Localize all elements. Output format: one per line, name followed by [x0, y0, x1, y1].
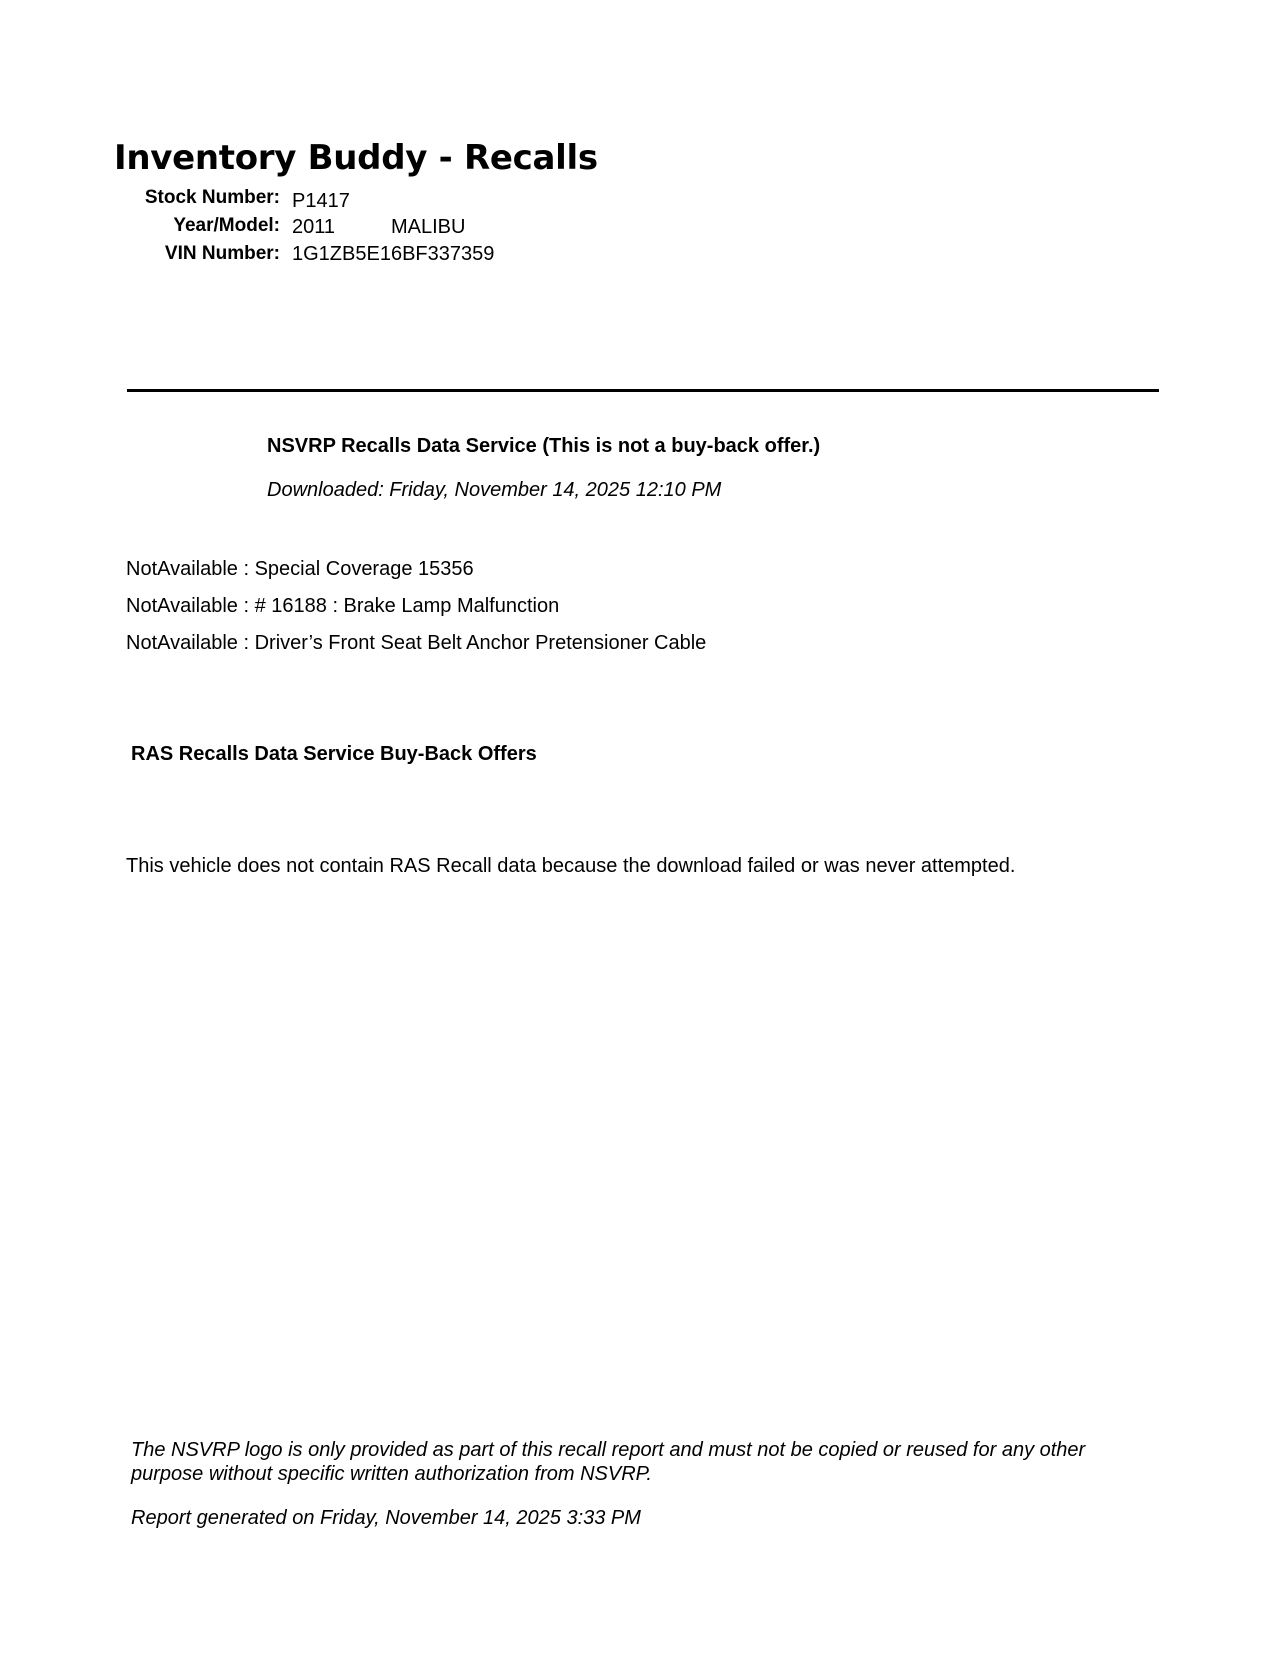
year-model-label: Year/Model:: [173, 215, 280, 236]
logo-disclaimer: The NSVRP logo is only provided as part of this recall report and must not be copied or reused for any other purpose without specific written authorization from NSVRP.: [131, 1439, 1086, 1485]
model-value: MALIBU: [391, 216, 466, 238]
report-generated-timestamp: Report generated on Friday, November 14, 2025 3:33 PM: [131, 1507, 641, 1529]
vin-number-value: 1G1ZB5E16BF337359: [292, 243, 495, 265]
vin-number-label: VIN Number:: [164, 243, 280, 264]
list-item: NotAvailable : Special Coverage 15356: [126, 558, 474, 580]
list-item: NotAvailable : Driver’s Front Seat Belt Anchor Pretensioner Cable: [126, 632, 707, 654]
stock-number-label: Stock Number:: [144, 187, 280, 208]
year-value: 2011: [292, 216, 336, 238]
section-divider: [127, 389, 1159, 392]
nsvrp-heading: NSVRP Recalls Data Service (This is not a buy-back offer.): [267, 435, 821, 457]
ras-status-message: This vehicle does not contain RAS Recall data because the download failed or was never attempted.: [126, 855, 1016, 877]
ras-heading: RAS Recalls Data Service Buy-Back Offers: [131, 743, 537, 765]
stock-number-value: P1417: [292, 190, 350, 212]
nsvrp-download-timestamp: Downloaded: Friday, November 14, 2025 12:10 PM: [267, 479, 722, 501]
recall-list: [126, 557, 706, 668]
page-title: Inventory Buddy - Recalls: [114, 138, 598, 178]
list-item: NotAvailable : # 16188 : Brake Lamp Malfunction: [126, 595, 560, 617]
